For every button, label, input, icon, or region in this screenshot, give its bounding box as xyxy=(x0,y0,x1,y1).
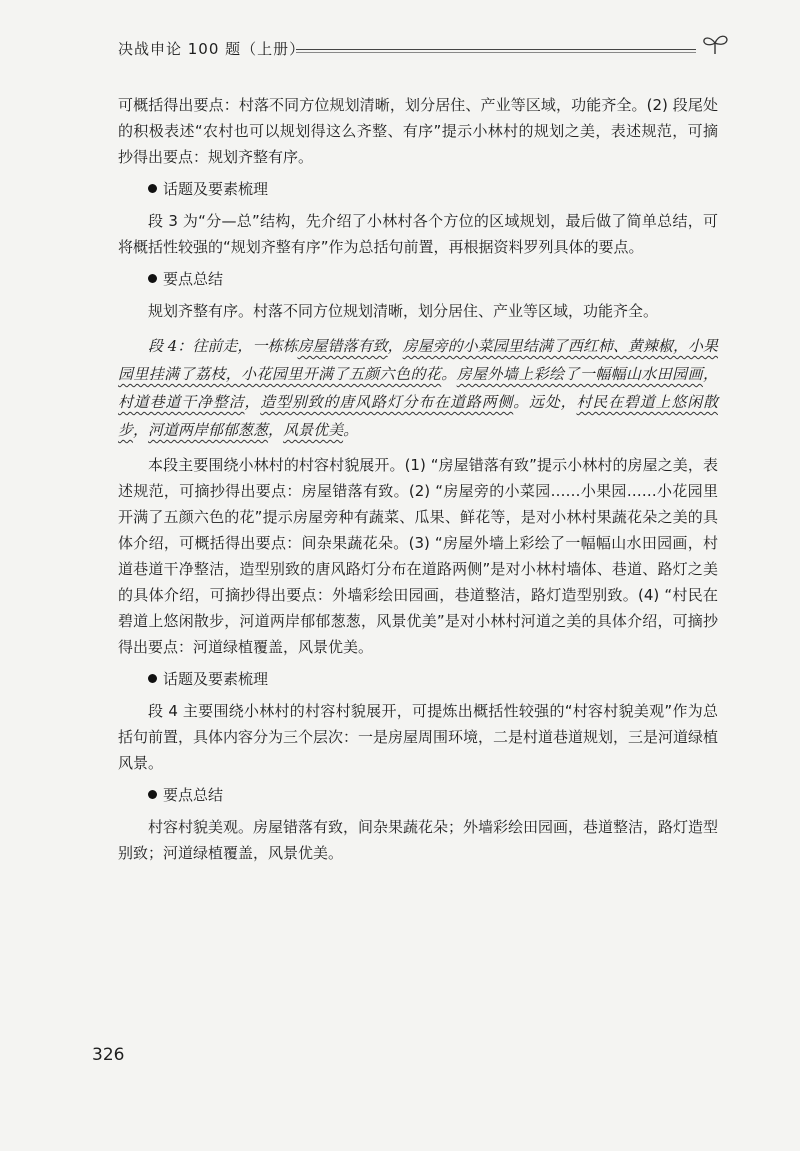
paragraph-analysis-3: 可概括得出要点：村落不同方位规划清晰，划分居住、产业等区域，功能齐全。(2) 段尾处的积极表述“农村也可以规划得这么齐整、有序”提示小林村的规划之美，表述规范，可摘抄得出要点：规划齐整有序。 xyxy=(118,96,718,166)
underlined-phrase: 房屋旁的小菜园里结满了西红柿、黄辣椒，小果园里挂满了荔枝，小花园里开满了五颜六色的花 xyxy=(118,337,718,383)
underlined-phrase: 房屋错落有致 xyxy=(297,337,388,355)
page-body xyxy=(118,92,718,866)
header-rule-secondary xyxy=(296,52,696,53)
paragraph-analysis-4: 本段主要围绕小林村的村容村貌展开。(1) “房屋错落有致”提示小林村的房屋之美，表述规范，可摘抄得出要点：房屋错落有致。(2) “房屋旁的小菜园……小果园……小花园里开满了五颜六色的花”提示房屋旁种有蔬菜、瓜果、鲜花等，是对小林村果蔬花朵之美的具体介绍，可概括得出要点：间杂果蔬花朵。(3) “房屋外墙上彩绘了一幅幅山水田园画，村道巷道干净整洁，造型别致的唐风路灯分布在道路两侧”是对小林村墙体、巷道、路灯之美的具体介绍，可摘抄得出要点：外墙彩绘田园画，巷道整洁，路灯造型别致。(4) “村民在碧道上悠闲散步，河道两岸郁郁葱葱，风景优美”是对小林村河道之美的具体介绍，可摘抄得出要点：河道绿植覆盖，风景优美。 xyxy=(118,456,718,656)
bullet-icon xyxy=(148,274,157,283)
bullet-icon xyxy=(148,184,157,193)
underlined-phrase: 村道巷道干净整洁 xyxy=(118,393,245,411)
bullet-icon xyxy=(148,674,157,683)
bullet-heading-topic: 话题及要素梳理 xyxy=(148,666,718,692)
underlined-phrase: 风景优美 xyxy=(283,421,344,439)
underlined-phrase: 河道两岸郁郁葱葱 xyxy=(148,421,269,439)
bullet-icon xyxy=(148,790,157,799)
paragraph-topic-3: 段 3 为“分—总”结构，先介绍了小林村各个方位的区域规划，最后做了简单总结，可将概括性较强的“规划齐整有序”作为总括句前置，再根据资料罗列具体的要点。 xyxy=(118,212,718,256)
paragraph-summary-4: 村容村貌美观。房屋错落有致，间杂果蔬花朵；外墙彩绘田园画，巷道整洁，路灯造型别致；河道绿植覆盖，风景优美。 xyxy=(118,818,719,862)
underlined-phrase: 村民在碧道上悠闲散步 xyxy=(118,393,718,439)
running-header xyxy=(118,38,730,62)
source-passage-4: 段 4：往前走，一栋栋房屋错落有致，房屋旁的小菜园里结满了西红柿、黄辣椒，小果园里挂满了荔枝，小花园里开满了五颜六色的花。房屋外墙上彩绘了一幅幅山水田园画，村道巷道干净整洁，造型别致的唐风路灯分布在道路两侧。远处，村民在碧道上悠闲散步，河道两岸郁郁葱葱，风景优美。 xyxy=(118,337,718,439)
sprout-icon xyxy=(700,32,730,56)
bullet-heading-summary: 要点总结 xyxy=(148,782,718,808)
bullet-heading-summary: 要点总结 xyxy=(148,266,718,292)
page-number: 326 xyxy=(92,1045,125,1065)
header-rule xyxy=(296,49,696,50)
underlined-phrase: 房屋外墙上彩绘了一幅幅山水田园画 xyxy=(456,365,703,383)
underlined-phrase: 造型别致的唐风路灯分布在道路两侧 xyxy=(260,393,514,411)
header-title: 决战申论 100 题（上册） xyxy=(118,40,306,58)
bullet-heading-topic: 话题及要素梳理 xyxy=(148,176,718,202)
paragraph-topic-4: 段 4 主要围绕小林村的村容村貌展开，可提炼出概括性较强的“村容村貌美观”作为总括句前置，具体内容分为三个层次：一是房屋周围环境，二是村道巷道规划，三是河道绿植风景。 xyxy=(118,702,719,772)
paragraph-summary-3: 规划齐整有序。村落不同方位规划清晰，划分居住、产业等区域，功能齐全。 xyxy=(148,302,659,320)
